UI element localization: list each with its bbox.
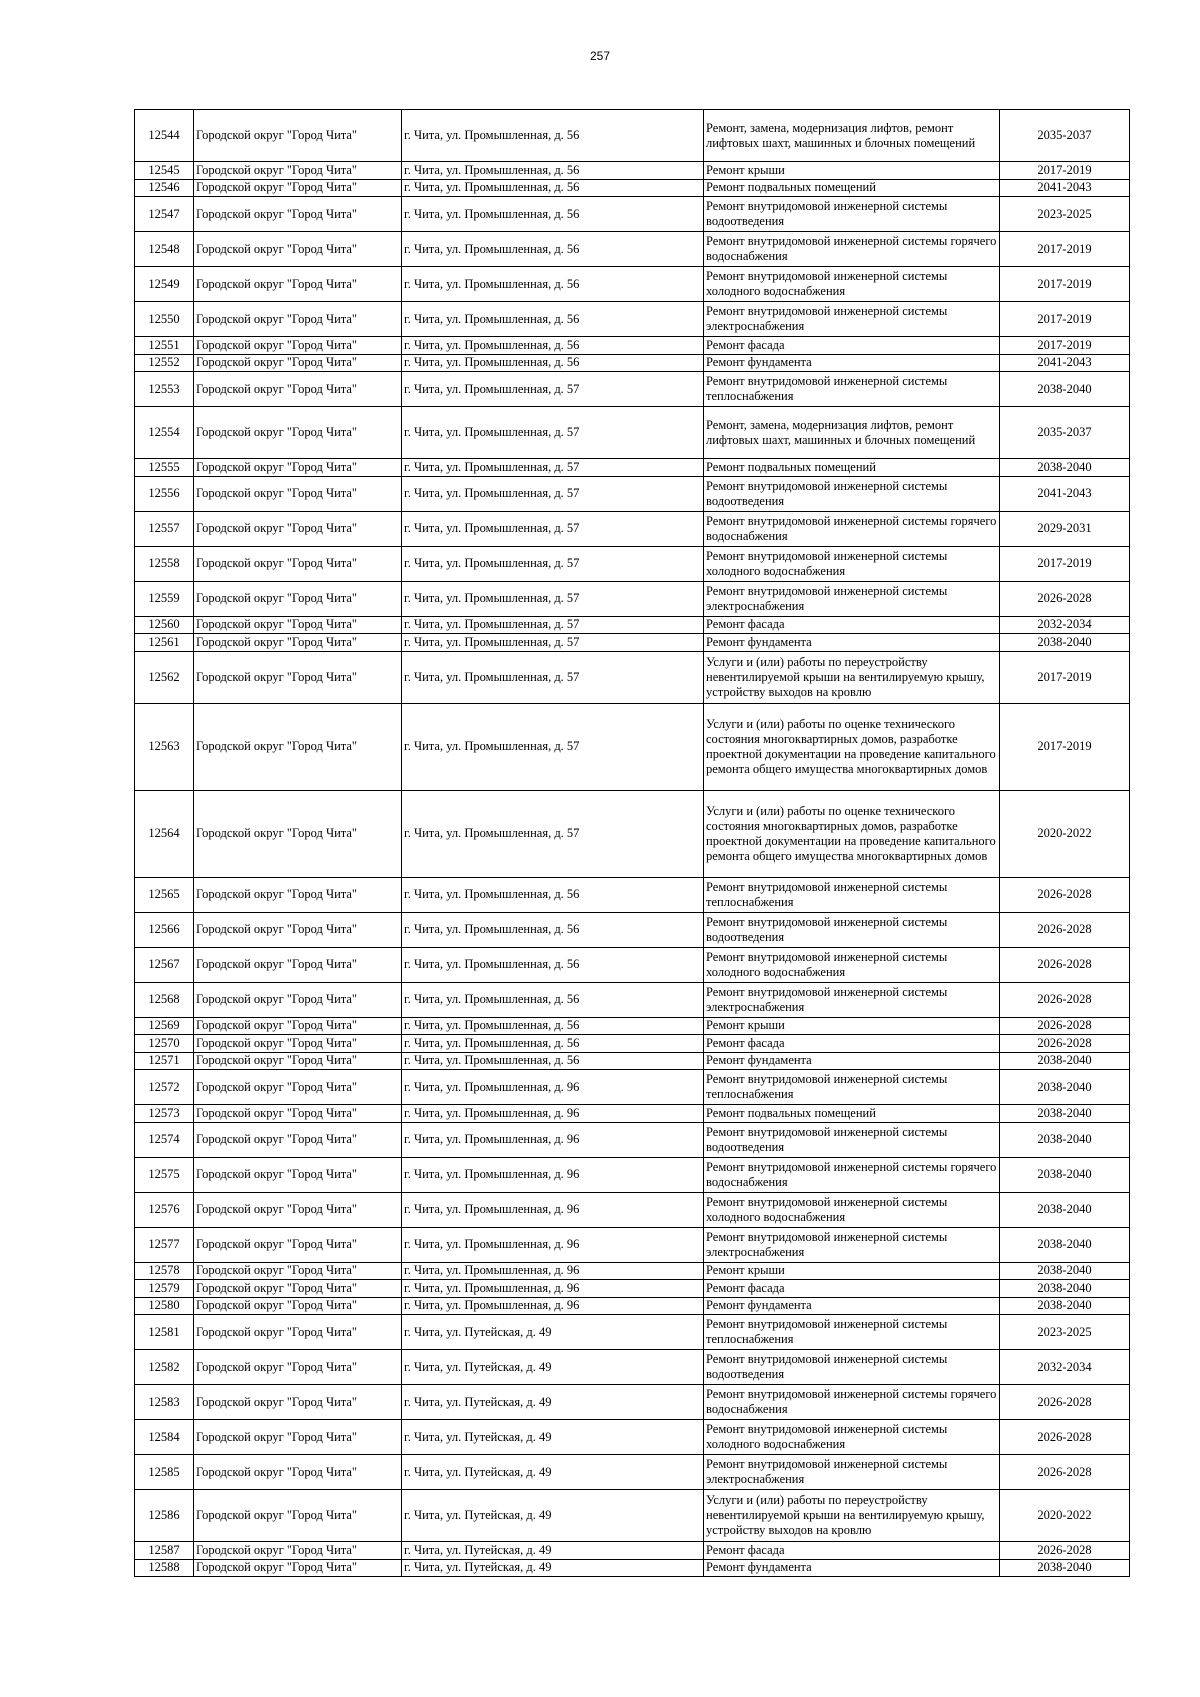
period-cell: 2023-2025 (1000, 197, 1130, 232)
municipality-cell: Городской округ "Город Чита" (194, 267, 402, 302)
period-cell: 2038-2040 (1000, 459, 1130, 477)
municipality-cell: Городской округ "Город Чита" (194, 947, 402, 982)
address-cell: г. Чита, ул. Путейская, д. 49 (402, 1559, 704, 1577)
table-row (135, 110, 1130, 162)
row-number: 12561 (135, 634, 194, 652)
municipality-cell: Городской округ "Город Чита" (194, 110, 402, 162)
municipality-cell: Городской округ "Город Чита" (194, 459, 402, 477)
period-cell: 2041-2043 (1000, 354, 1130, 372)
table-row (135, 912, 1130, 947)
row-number: 12576 (135, 1192, 194, 1227)
row-number: 12547 (135, 197, 194, 232)
period-cell: 2026-2028 (1000, 947, 1130, 982)
registry-table (134, 109, 1130, 1577)
row-number: 12586 (135, 1490, 194, 1542)
row-number: 12557 (135, 511, 194, 546)
municipality-cell: Городской округ "Город Чита" (194, 1227, 402, 1262)
municipality-cell: Городской округ "Город Чита" (194, 407, 402, 459)
period-cell: 2035-2037 (1000, 110, 1130, 162)
address-cell: г. Чита, ул. Путейская, д. 49 (402, 1350, 704, 1385)
work-type-cell: Ремонт фасада (704, 1280, 1000, 1298)
table-row (135, 1052, 1130, 1070)
row-number: 12554 (135, 407, 194, 459)
municipality-cell: Городской округ "Город Чита" (194, 1105, 402, 1123)
period-cell: 2038-2040 (1000, 1192, 1130, 1227)
municipality-cell: Городской округ "Город Чита" (194, 634, 402, 652)
period-cell: 2032-2034 (1000, 1350, 1130, 1385)
address-cell: г. Чита, ул. Путейская, д. 49 (402, 1490, 704, 1542)
table-row (135, 1455, 1130, 1490)
period-cell: 2017-2019 (1000, 703, 1130, 790)
municipality-cell: Городской округ "Город Чита" (194, 1017, 402, 1035)
row-number: 12551 (135, 337, 194, 355)
address-cell: г. Чита, ул. Промышленная, д. 57 (402, 511, 704, 546)
address-cell: г. Чита, ул. Промышленная, д. 57 (402, 634, 704, 652)
work-type-cell: Ремонт фундамента (704, 1559, 1000, 1577)
work-type-cell: Ремонт внутридомовой инженерной системы водоотведения (704, 912, 1000, 947)
address-cell: г. Чита, ул. Промышленная, д. 96 (402, 1122, 704, 1157)
address-cell: г. Чита, ул. Промышленная, д. 56 (402, 1052, 704, 1070)
row-number: 12573 (135, 1105, 194, 1123)
address-cell: г. Чита, ул. Промышленная, д. 57 (402, 546, 704, 581)
work-type-cell: Ремонт подвальных помещений (704, 1105, 1000, 1123)
work-type-cell: Ремонт, замена, модернизация лифтов, ремонт лифтовых шахт, машинных и блочных помещений (704, 407, 1000, 459)
period-cell: 2038-2040 (1000, 1262, 1130, 1280)
table-row (135, 1157, 1130, 1192)
work-type-cell: Ремонт внутридомовой инженерной системы водоотведения (704, 1350, 1000, 1385)
address-cell: г. Чита, ул. Промышленная, д. 56 (402, 337, 704, 355)
municipality-cell: Городской округ "Город Чита" (194, 354, 402, 372)
work-type-cell: Ремонт внутридомовой инженерной системы теплоснабжения (704, 1070, 1000, 1105)
row-number: 12575 (135, 1157, 194, 1192)
row-number: 12560 (135, 616, 194, 634)
municipality-cell: Городской округ "Город Чита" (194, 1315, 402, 1350)
table-row (135, 162, 1130, 180)
row-number: 12578 (135, 1262, 194, 1280)
row-number: 12556 (135, 476, 194, 511)
period-cell: 2026-2028 (1000, 1017, 1130, 1035)
address-cell: г. Чита, ул. Промышленная, д. 56 (402, 110, 704, 162)
address-cell: г. Чита, ул. Промышленная, д. 56 (402, 912, 704, 947)
period-cell: 2038-2040 (1000, 1157, 1130, 1192)
municipality-cell: Городской округ "Город Чита" (194, 546, 402, 581)
table-row (135, 302, 1130, 337)
table-row (135, 947, 1130, 982)
work-type-cell: Ремонт фундамента (704, 354, 1000, 372)
work-type-cell: Ремонт внутридомовой инженерной системы холодного водоснабжения (704, 947, 1000, 982)
address-cell: г. Чита, ул. Промышленная, д. 56 (402, 267, 704, 302)
work-type-cell: Ремонт внутридомовой инженерной системы электроснабжения (704, 982, 1000, 1017)
row-number: 12569 (135, 1017, 194, 1035)
municipality-cell: Городской округ "Город Чита" (194, 1035, 402, 1053)
municipality-cell: Городской округ "Город Чита" (194, 476, 402, 511)
municipality-cell: Городской округ "Город Чита" (194, 1122, 402, 1157)
address-cell: г. Чита, ул. Промышленная, д. 96 (402, 1262, 704, 1280)
work-type-cell: Ремонт подвальных помещений (704, 459, 1000, 477)
row-number: 12574 (135, 1122, 194, 1157)
work-type-cell: Ремонт крыши (704, 1017, 1000, 1035)
municipality-cell: Городской округ "Город Чита" (194, 179, 402, 197)
municipality-cell: Городской округ "Город Чита" (194, 581, 402, 616)
municipality-cell: Городской округ "Город Чита" (194, 1157, 402, 1192)
work-type-cell: Ремонт внутридомовой инженерной системы горячего водоснабжения (704, 232, 1000, 267)
municipality-cell: Городской округ "Город Чита" (194, 1455, 402, 1490)
municipality-cell: Городской округ "Город Чита" (194, 651, 402, 703)
table-row (135, 1192, 1130, 1227)
work-type-cell: Услуги и (или) работы по оценке технического состояния многоквартирных домов, разработке проектной документации на проведение капитального ремонта общего имущества многоквартирных домов (704, 790, 1000, 877)
municipality-cell: Городской округ "Город Чита" (194, 1385, 402, 1420)
period-cell: 2017-2019 (1000, 302, 1130, 337)
work-type-cell: Ремонт фундамента (704, 1297, 1000, 1315)
table-row (135, 232, 1130, 267)
municipality-cell: Городской округ "Город Чита" (194, 511, 402, 546)
period-cell: 2038-2040 (1000, 1052, 1130, 1070)
table-body (135, 110, 1130, 1577)
row-number: 12563 (135, 703, 194, 790)
period-cell: 2017-2019 (1000, 162, 1130, 180)
table-row (135, 581, 1130, 616)
municipality-cell: Городской округ "Город Чита" (194, 302, 402, 337)
municipality-cell: Городской округ "Город Чита" (194, 1420, 402, 1455)
row-number: 12546 (135, 179, 194, 197)
table-row (135, 1105, 1130, 1123)
row-number: 12552 (135, 354, 194, 372)
row-number: 12572 (135, 1070, 194, 1105)
table-row (135, 197, 1130, 232)
municipality-cell: Городской округ "Город Чита" (194, 1262, 402, 1280)
address-cell: г. Чита, ул. Промышленная, д. 96 (402, 1297, 704, 1315)
work-type-cell: Ремонт внутридомовой инженерной системы теплоснабжения (704, 877, 1000, 912)
period-cell: 2017-2019 (1000, 232, 1130, 267)
work-type-cell: Ремонт внутридомовой инженерной системы холодного водоснабжения (704, 546, 1000, 581)
work-type-cell: Ремонт внутридомовой инженерной системы теплоснабжения (704, 372, 1000, 407)
row-number: 12559 (135, 581, 194, 616)
table-row (135, 1297, 1130, 1315)
work-type-cell: Ремонт внутридомовой инженерной системы горячего водоснабжения (704, 1157, 1000, 1192)
address-cell: г. Чита, ул. Путейская, д. 49 (402, 1315, 704, 1350)
table-row (135, 1420, 1130, 1455)
municipality-cell: Городской округ "Город Чита" (194, 982, 402, 1017)
row-number: 12548 (135, 232, 194, 267)
row-number: 12570 (135, 1035, 194, 1053)
municipality-cell: Городской округ "Город Чита" (194, 1350, 402, 1385)
row-number: 12581 (135, 1315, 194, 1350)
work-type-cell: Ремонт внутридомовой инженерной системы электроснабжения (704, 1227, 1000, 1262)
page-number: 257 (589, 49, 611, 63)
work-type-cell: Услуги и (или) работы по оценке технического состояния многоквартирных домов, разработке проектной документации на проведение капитального ремонта общего имущества многоквартирных домов (704, 703, 1000, 790)
work-type-cell: Ремонт внутридомовой инженерной системы теплоснабжения (704, 1315, 1000, 1350)
period-cell: 2038-2040 (1000, 1070, 1130, 1105)
address-cell: г. Чита, ул. Промышленная, д. 56 (402, 1035, 704, 1053)
work-type-cell: Ремонт фасада (704, 616, 1000, 634)
row-number: 12585 (135, 1455, 194, 1490)
period-cell: 2038-2040 (1000, 634, 1130, 652)
address-cell: г. Чита, ул. Путейская, д. 49 (402, 1420, 704, 1455)
table-row (135, 459, 1130, 477)
period-cell: 2038-2040 (1000, 1122, 1130, 1157)
address-cell: г. Чита, ул. Промышленная, д. 57 (402, 476, 704, 511)
period-cell: 2038-2040 (1000, 1227, 1130, 1262)
address-cell: г. Чита, ул. Промышленная, д. 96 (402, 1192, 704, 1227)
table-row (135, 546, 1130, 581)
table-row (135, 179, 1130, 197)
row-number: 12583 (135, 1385, 194, 1420)
work-type-cell: Ремонт внутридомовой инженерной системы холодного водоснабжения (704, 267, 1000, 302)
row-number: 12565 (135, 877, 194, 912)
period-cell: 2017-2019 (1000, 546, 1130, 581)
table-row (135, 1035, 1130, 1053)
row-number: 12545 (135, 162, 194, 180)
table-row (135, 1017, 1130, 1035)
address-cell: г. Чита, ул. Промышленная, д. 96 (402, 1280, 704, 1298)
row-number: 12579 (135, 1280, 194, 1298)
address-cell: г. Чита, ул. Путейская, д. 49 (402, 1385, 704, 1420)
address-cell: г. Чита, ул. Промышленная, д. 57 (402, 581, 704, 616)
period-cell: 2032-2034 (1000, 616, 1130, 634)
municipality-cell: Городской округ "Город Чита" (194, 790, 402, 877)
address-cell: г. Чита, ул. Промышленная, д. 56 (402, 1017, 704, 1035)
period-cell: 2026-2028 (1000, 581, 1130, 616)
table-row (135, 634, 1130, 652)
address-cell: г. Чита, ул. Промышленная, д. 56 (402, 179, 704, 197)
table-row (135, 476, 1130, 511)
table-row (135, 1350, 1130, 1385)
work-type-cell: Услуги и (или) работы по переустройству невентилируемой крыши на вентилируемую крышу, устройству выходов на кровлю (704, 651, 1000, 703)
municipality-cell: Городской округ "Город Чита" (194, 1192, 402, 1227)
period-cell: 2026-2028 (1000, 1385, 1130, 1420)
address-cell: г. Чита, ул. Промышленная, д. 57 (402, 616, 704, 634)
table-row (135, 1280, 1130, 1298)
row-number: 12562 (135, 651, 194, 703)
address-cell: г. Чита, ул. Путейская, д. 49 (402, 1542, 704, 1560)
row-number: 12580 (135, 1297, 194, 1315)
municipality-cell: Городской округ "Город Чита" (194, 1490, 402, 1542)
work-type-cell: Ремонт внутридомовой инженерной системы электроснабжения (704, 302, 1000, 337)
address-cell: г. Чита, ул. Путейская, д. 49 (402, 1455, 704, 1490)
work-type-cell: Ремонт фасада (704, 1035, 1000, 1053)
period-cell: 2038-2040 (1000, 1297, 1130, 1315)
row-number: 12577 (135, 1227, 194, 1262)
work-type-cell: Ремонт фундамента (704, 1052, 1000, 1070)
municipality-cell: Городской округ "Город Чита" (194, 616, 402, 634)
period-cell: 2017-2019 (1000, 267, 1130, 302)
table-row (135, 1227, 1130, 1262)
address-cell: г. Чита, ул. Промышленная, д. 57 (402, 790, 704, 877)
municipality-cell: Городской округ "Город Чита" (194, 372, 402, 407)
row-number: 12564 (135, 790, 194, 877)
period-cell: 2041-2043 (1000, 476, 1130, 511)
address-cell: г. Чита, ул. Промышленная, д. 56 (402, 982, 704, 1017)
table-row (135, 354, 1130, 372)
municipality-cell: Городской округ "Город Чита" (194, 703, 402, 790)
municipality-cell: Городской округ "Город Чита" (194, 1280, 402, 1298)
table-row (135, 1315, 1130, 1350)
work-type-cell: Ремонт внутридомовой инженерной системы водоотведения (704, 197, 1000, 232)
period-cell: 2038-2040 (1000, 1559, 1130, 1577)
period-cell: 2041-2043 (1000, 179, 1130, 197)
work-type-cell: Ремонт крыши (704, 162, 1000, 180)
table-row (135, 1542, 1130, 1560)
work-type-cell: Ремонт, замена, модернизация лифтов, ремонт лифтовых шахт, машинных и блочных помещений (704, 110, 1000, 162)
row-number: 12558 (135, 546, 194, 581)
work-type-cell: Ремонт фасада (704, 337, 1000, 355)
period-cell: 2026-2028 (1000, 1420, 1130, 1455)
address-cell: г. Чита, ул. Промышленная, д. 96 (402, 1157, 704, 1192)
table-row (135, 1262, 1130, 1280)
work-type-cell: Ремонт подвальных помещений (704, 179, 1000, 197)
address-cell: г. Чита, ул. Промышленная, д. 96 (402, 1105, 704, 1123)
work-type-cell: Ремонт внутридомовой инженерной системы холодного водоснабжения (704, 1192, 1000, 1227)
municipality-cell: Городской округ "Город Чита" (194, 197, 402, 232)
period-cell: 2038-2040 (1000, 1105, 1130, 1123)
municipality-cell: Городской округ "Город Чита" (194, 1297, 402, 1315)
table-row (135, 1490, 1130, 1542)
period-cell: 2026-2028 (1000, 877, 1130, 912)
row-number: 12588 (135, 1559, 194, 1577)
address-cell: г. Чита, ул. Промышленная, д. 57 (402, 459, 704, 477)
period-cell: 2017-2019 (1000, 651, 1130, 703)
table-row (135, 790, 1130, 877)
period-cell: 2026-2028 (1000, 982, 1130, 1017)
table-row (135, 1385, 1130, 1420)
table-row (135, 267, 1130, 302)
table-row (135, 877, 1130, 912)
work-type-cell: Ремонт фасада (704, 1542, 1000, 1560)
row-number: 12582 (135, 1350, 194, 1385)
period-cell: 2035-2037 (1000, 407, 1130, 459)
address-cell: г. Чита, ул. Промышленная, д. 56 (402, 197, 704, 232)
address-cell: г. Чита, ул. Промышленная, д. 56 (402, 302, 704, 337)
work-type-cell: Ремонт фундамента (704, 634, 1000, 652)
address-cell: г. Чита, ул. Промышленная, д. 57 (402, 703, 704, 790)
table-row (135, 616, 1130, 634)
address-cell: г. Чита, ул. Промышленная, д. 56 (402, 947, 704, 982)
row-number: 12587 (135, 1542, 194, 1560)
row-number: 12584 (135, 1420, 194, 1455)
address-cell: г. Чита, ул. Промышленная, д. 96 (402, 1227, 704, 1262)
table-row (135, 372, 1130, 407)
work-type-cell: Ремонт крыши (704, 1262, 1000, 1280)
municipality-cell: Городской округ "Город Чита" (194, 1070, 402, 1105)
table-row (135, 511, 1130, 546)
work-type-cell: Ремонт внутридомовой инженерной системы горячего водоснабжения (704, 1385, 1000, 1420)
period-cell: 2026-2028 (1000, 1542, 1130, 1560)
municipality-cell: Городской округ "Город Чита" (194, 232, 402, 267)
municipality-cell: Городской округ "Город Чита" (194, 1542, 402, 1560)
work-type-cell: Услуги и (или) работы по переустройству невентилируемой крыши на вентилируемую крышу, устройству выходов на кровлю (704, 1490, 1000, 1542)
row-number: 12566 (135, 912, 194, 947)
work-type-cell: Ремонт внутридомовой инженерной системы горячего водоснабжения (704, 511, 1000, 546)
address-cell: г. Чита, ул. Промышленная, д. 56 (402, 162, 704, 180)
row-number: 12550 (135, 302, 194, 337)
row-number: 12544 (135, 110, 194, 162)
period-cell: 2038-2040 (1000, 1280, 1130, 1298)
row-number: 12549 (135, 267, 194, 302)
table-row (135, 1559, 1130, 1577)
address-cell: г. Чита, ул. Промышленная, д. 57 (402, 372, 704, 407)
address-cell: г. Чита, ул. Промышленная, д. 57 (402, 651, 704, 703)
table-row (135, 982, 1130, 1017)
row-number: 12568 (135, 982, 194, 1017)
table-row (135, 337, 1130, 355)
row-number: 12571 (135, 1052, 194, 1070)
period-cell: 2017-2019 (1000, 337, 1130, 355)
address-cell: г. Чита, ул. Промышленная, д. 96 (402, 1070, 704, 1105)
table-row (135, 651, 1130, 703)
municipality-cell: Городской округ "Город Чита" (194, 877, 402, 912)
municipality-cell: Городской округ "Город Чита" (194, 1559, 402, 1577)
municipality-cell: Городской округ "Город Чита" (194, 337, 402, 355)
address-cell: г. Чита, ул. Промышленная, д. 56 (402, 877, 704, 912)
address-cell: г. Чита, ул. Промышленная, д. 56 (402, 232, 704, 267)
period-cell: 2023-2025 (1000, 1315, 1130, 1350)
table-row (135, 703, 1130, 790)
work-type-cell: Ремонт внутридомовой инженерной системы электроснабжения (704, 1455, 1000, 1490)
address-cell: г. Чита, ул. Промышленная, д. 56 (402, 354, 704, 372)
row-number: 12553 (135, 372, 194, 407)
table-row (135, 407, 1130, 459)
municipality-cell: Городской округ "Город Чита" (194, 162, 402, 180)
address-cell: г. Чита, ул. Промышленная, д. 57 (402, 407, 704, 459)
municipality-cell: Городской округ "Город Чита" (194, 1052, 402, 1070)
row-number: 12555 (135, 459, 194, 477)
period-cell: 2029-2031 (1000, 511, 1130, 546)
work-type-cell: Ремонт внутридомовой инженерной системы водоотведения (704, 1122, 1000, 1157)
work-type-cell: Ремонт внутридомовой инженерной системы электроснабжения (704, 581, 1000, 616)
table-row (135, 1070, 1130, 1105)
row-number: 12567 (135, 947, 194, 982)
period-cell: 2020-2022 (1000, 1490, 1130, 1542)
municipality-cell: Городской округ "Город Чита" (194, 912, 402, 947)
period-cell: 2026-2028 (1000, 1455, 1130, 1490)
work-type-cell: Ремонт внутридомовой инженерной системы водоотведения (704, 476, 1000, 511)
table-row (135, 1122, 1130, 1157)
period-cell: 2026-2028 (1000, 912, 1130, 947)
period-cell: 2020-2022 (1000, 790, 1130, 877)
period-cell: 2026-2028 (1000, 1035, 1130, 1053)
work-type-cell: Ремонт внутридомовой инженерной системы холодного водоснабжения (704, 1420, 1000, 1455)
period-cell: 2038-2040 (1000, 372, 1130, 407)
